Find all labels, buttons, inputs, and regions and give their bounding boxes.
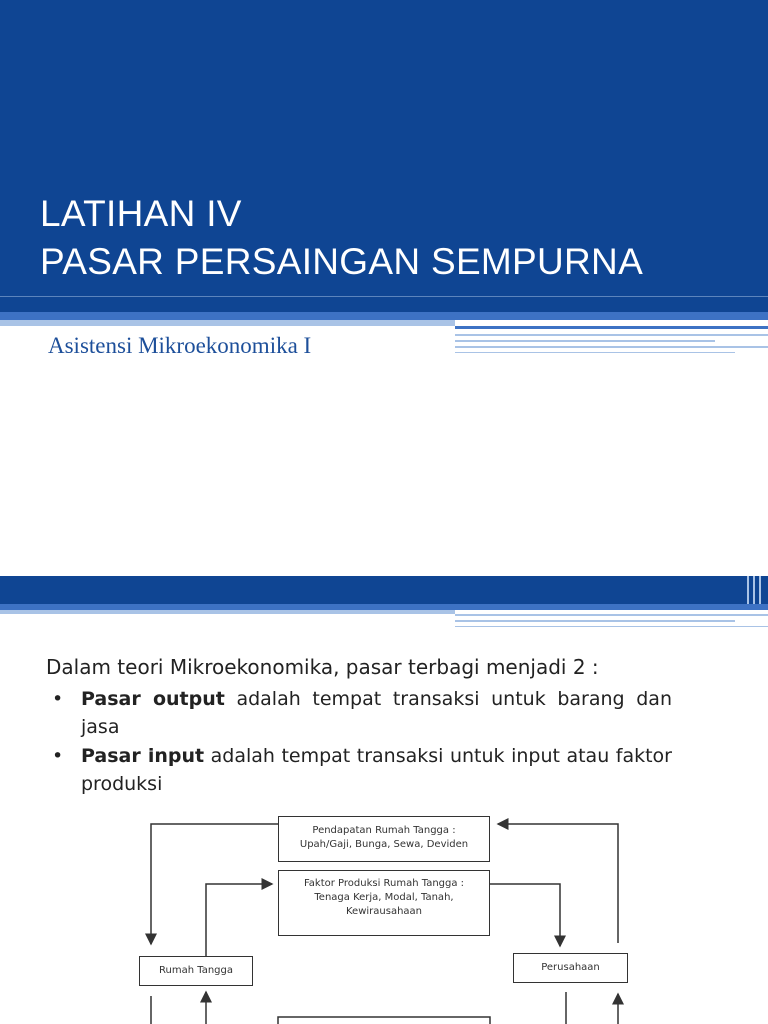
bullet-marker: • (52, 745, 64, 767)
lower-box-edge (278, 1017, 490, 1024)
decorative-lines-2 (455, 604, 768, 628)
bullet-term: Pasar output (81, 688, 225, 710)
bullet-list (46, 685, 672, 799)
decorative-lines (455, 326, 768, 356)
bullet-term: Pasar input (81, 745, 205, 767)
bullet-item-input (46, 742, 672, 798)
factor-box (278, 870, 490, 936)
household-label: Rumah Tangga (159, 965, 233, 976)
bullet-item-output (46, 685, 672, 741)
factor-box-line-2: Tenaga Kerja, Modal, Tanah, (314, 892, 454, 903)
band-edge-lines (745, 576, 768, 604)
slide-title (40, 190, 643, 286)
slide-subtitle: Asistensi Mikroekonomika I (48, 333, 312, 358)
bullet-definition: adalah tempat transaksi untuk input atau faktor produksi (81, 745, 672, 795)
title-line-2: PASAR PERSAINGAN SEMPURNA (40, 241, 644, 282)
arrow-factor-to-firm (490, 884, 560, 946)
bullet-marker: • (52, 688, 64, 710)
title-line-1: LATIHAN IV (40, 193, 242, 234)
arrow-household-to-factor (206, 884, 272, 956)
bullet-definition: adalah tempat transaksi untuk barang dan jasa (81, 688, 672, 738)
income-box-line-1: Pendapatan Rumah Tangga : (312, 825, 456, 836)
content-band (0, 576, 768, 604)
title-band-accent (0, 312, 768, 320)
content-band-accent-light (0, 610, 455, 614)
firm-box (513, 953, 628, 983)
circular-flow-diagram (0, 810, 768, 1024)
factor-box-line-3: Kewirausahaan (345, 906, 422, 917)
factor-box-line-1: Faktor Produksi Rumah Tangga : (303, 878, 465, 889)
household-box (139, 956, 253, 986)
title-band-accent-light (0, 320, 455, 326)
firm-label: Perusahaan (541, 962, 600, 973)
content-slide (0, 560, 768, 1024)
income-box (278, 816, 490, 862)
income-box-line-2: Upah/Gaji, Bunga, Sewa, Deviden (299, 839, 469, 850)
intro-text: Dalam teori Mikroekonomika, pasar terbagi menjadi 2 : (46, 655, 599, 679)
